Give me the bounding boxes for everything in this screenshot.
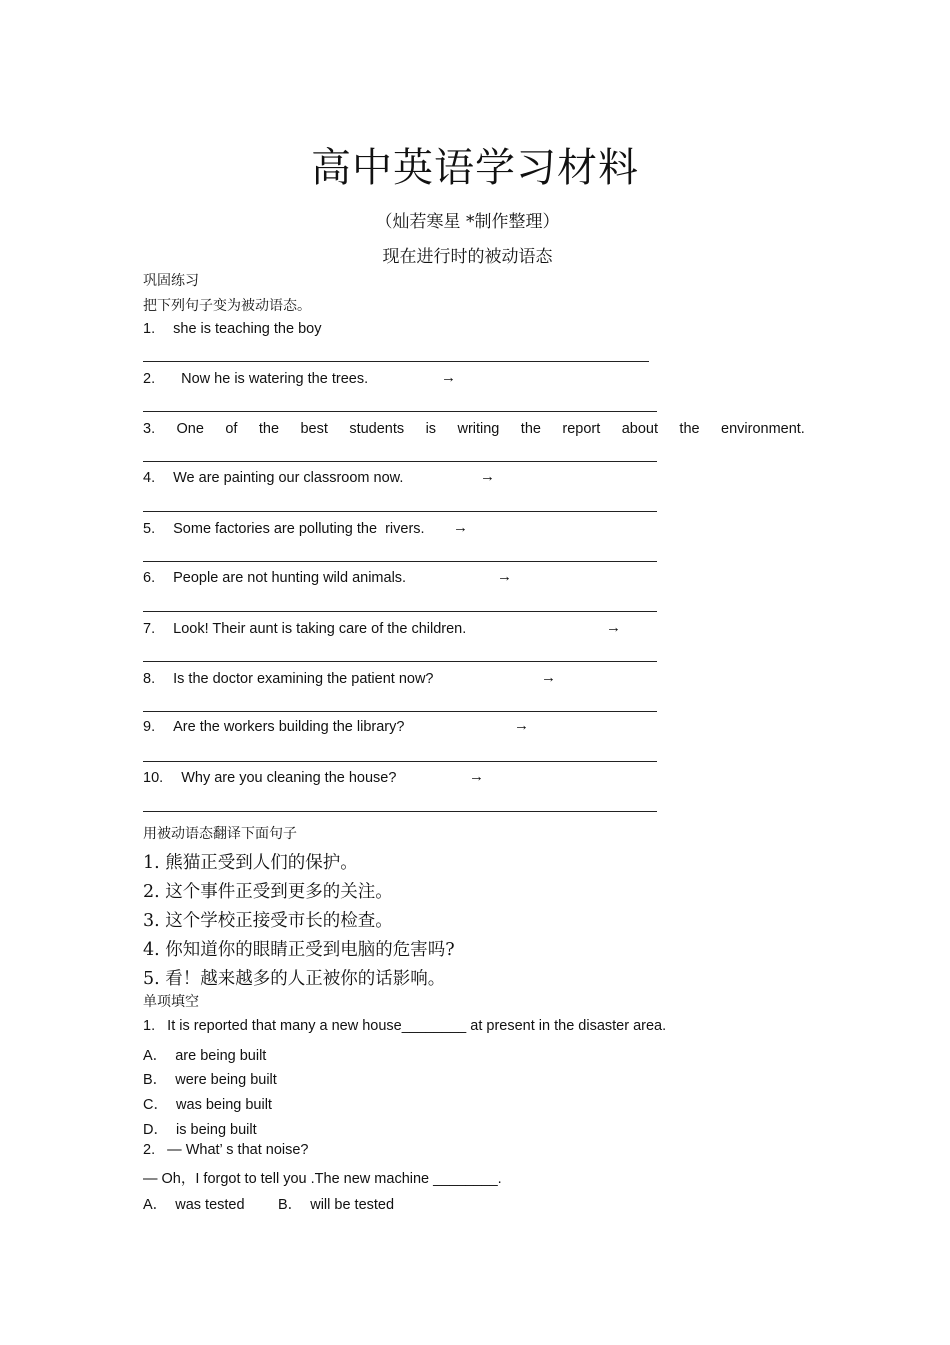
word: the bbox=[258, 421, 280, 437]
answer-line-5 bbox=[143, 561, 657, 562]
document-subtitle: （灿若寒星 *制作整理） bbox=[375, 212, 560, 232]
exercise-number: 8. bbox=[143, 671, 156, 687]
answer-line-7 bbox=[143, 661, 657, 662]
exercise-item-7 bbox=[143, 621, 466, 637]
exercise-item-1 bbox=[143, 321, 321, 337]
section-heading-choice: 单项填空 bbox=[143, 994, 199, 1010]
word: about bbox=[621, 421, 658, 437]
answer-line-9 bbox=[143, 761, 657, 762]
word: report bbox=[562, 421, 601, 437]
exercise-number: 7. bbox=[143, 621, 156, 637]
option-b: B． will be tested bbox=[278, 1197, 395, 1213]
exercise-sentence: Is the doctor examining the patient now? bbox=[173, 671, 434, 687]
exercise-sentence: We are painting our classroom now. bbox=[173, 470, 404, 486]
exercise-sentence: Are the workers building the library? bbox=[173, 719, 405, 735]
arrow-icon: → bbox=[453, 519, 468, 536]
translate-item-5: 5. 看！越来越多的人正被你的话影响。 bbox=[143, 969, 446, 989]
translate-item-1: 1. 熊猫正受到人们的保护。 bbox=[143, 853, 358, 873]
document-title: 高中英语学习材料 bbox=[311, 145, 639, 191]
exercise-item-8 bbox=[143, 671, 433, 687]
question-1: 1. It is reported that many a new house________ at present in the disaster area. bbox=[143, 1018, 667, 1034]
word: best bbox=[300, 421, 328, 437]
exercise-sentence: Some factories are polluting the rivers. bbox=[173, 521, 425, 537]
option-a: A． was tested bbox=[143, 1197, 245, 1213]
exercise-item-4 bbox=[143, 470, 403, 486]
exercise-number: 2. bbox=[143, 371, 156, 387]
arrow-icon: → bbox=[514, 717, 529, 734]
arrow-icon: → bbox=[497, 568, 512, 585]
exercise-number: 5. bbox=[143, 521, 156, 537]
topic-heading: 现在进行时的被动语态 bbox=[382, 247, 553, 267]
exercise-sentence: Why are you cleaning the house? bbox=[181, 770, 397, 786]
answer-line-3 bbox=[143, 461, 657, 462]
arrow-icon: → bbox=[469, 768, 484, 785]
exercise-item-6 bbox=[143, 570, 406, 586]
exercise-number: 9. bbox=[143, 719, 156, 735]
exercise-number: 3. bbox=[143, 421, 156, 437]
exercise-number: 6. bbox=[143, 570, 156, 586]
exercise-item-5 bbox=[143, 521, 425, 537]
word: One bbox=[176, 421, 204, 437]
answer-line-6 bbox=[143, 611, 657, 612]
answer-line-4 bbox=[143, 511, 657, 512]
answer-line-1 bbox=[143, 361, 649, 362]
option-d: D． is being built bbox=[143, 1122, 257, 1138]
word: of bbox=[225, 421, 238, 437]
question-2-response: — Oh，I forgot to tell you .The new machine ________. bbox=[143, 1171, 502, 1187]
exercise-item-2 bbox=[143, 371, 368, 387]
option-c: C． was being built bbox=[143, 1097, 272, 1113]
option-a: A． are being built bbox=[143, 1048, 267, 1064]
exercise-sentence: People are not hunting wild animals. bbox=[173, 570, 407, 586]
word: is bbox=[425, 421, 437, 437]
answer-line-8 bbox=[143, 711, 657, 712]
arrow-icon: → bbox=[480, 468, 495, 485]
exercise-sentence: she is teaching the boy bbox=[173, 321, 322, 337]
word: writing bbox=[457, 421, 500, 437]
question-2: 2. — What’ s that noise? bbox=[143, 1142, 309, 1158]
exercise-sentence: Look! Their aunt is taking care of the children. bbox=[173, 621, 467, 637]
answer-line-2 bbox=[143, 411, 657, 412]
arrow-icon: → bbox=[606, 619, 621, 636]
answer-line-10 bbox=[143, 811, 657, 812]
exercise-item-10 bbox=[143, 770, 396, 786]
exercise-number: 1. bbox=[143, 321, 156, 337]
exercise-sentence: Now he is watering the trees. bbox=[181, 371, 369, 387]
option-b: B． were being built bbox=[143, 1072, 277, 1088]
word: the bbox=[679, 421, 700, 437]
exercise-number: 10. bbox=[143, 770, 164, 786]
word: environment. bbox=[721, 421, 805, 437]
word: students bbox=[349, 421, 405, 437]
section-heading-practice: 巩固练习 bbox=[143, 273, 199, 289]
exercise-number: 4. bbox=[143, 470, 156, 486]
exercise-item-9 bbox=[143, 719, 404, 735]
arrow-icon: → bbox=[541, 669, 556, 686]
section-heading-translate: 用被动语态翻译下面句子 bbox=[143, 826, 297, 842]
exercise-item-3 bbox=[143, 421, 805, 437]
arrow-icon: → bbox=[441, 369, 456, 386]
word: the bbox=[520, 421, 541, 437]
section-instruction: 把下列句子变为被动语态。 bbox=[143, 298, 311, 314]
translate-item-2: 2. 这个事件正受到更多的关注。 bbox=[143, 882, 393, 902]
translate-item-3: 3. 这个学校正接受市长的检查。 bbox=[143, 911, 393, 931]
translate-item-4: 4. 你知道你的眼睛正受到电脑的危害吗? bbox=[143, 940, 455, 960]
